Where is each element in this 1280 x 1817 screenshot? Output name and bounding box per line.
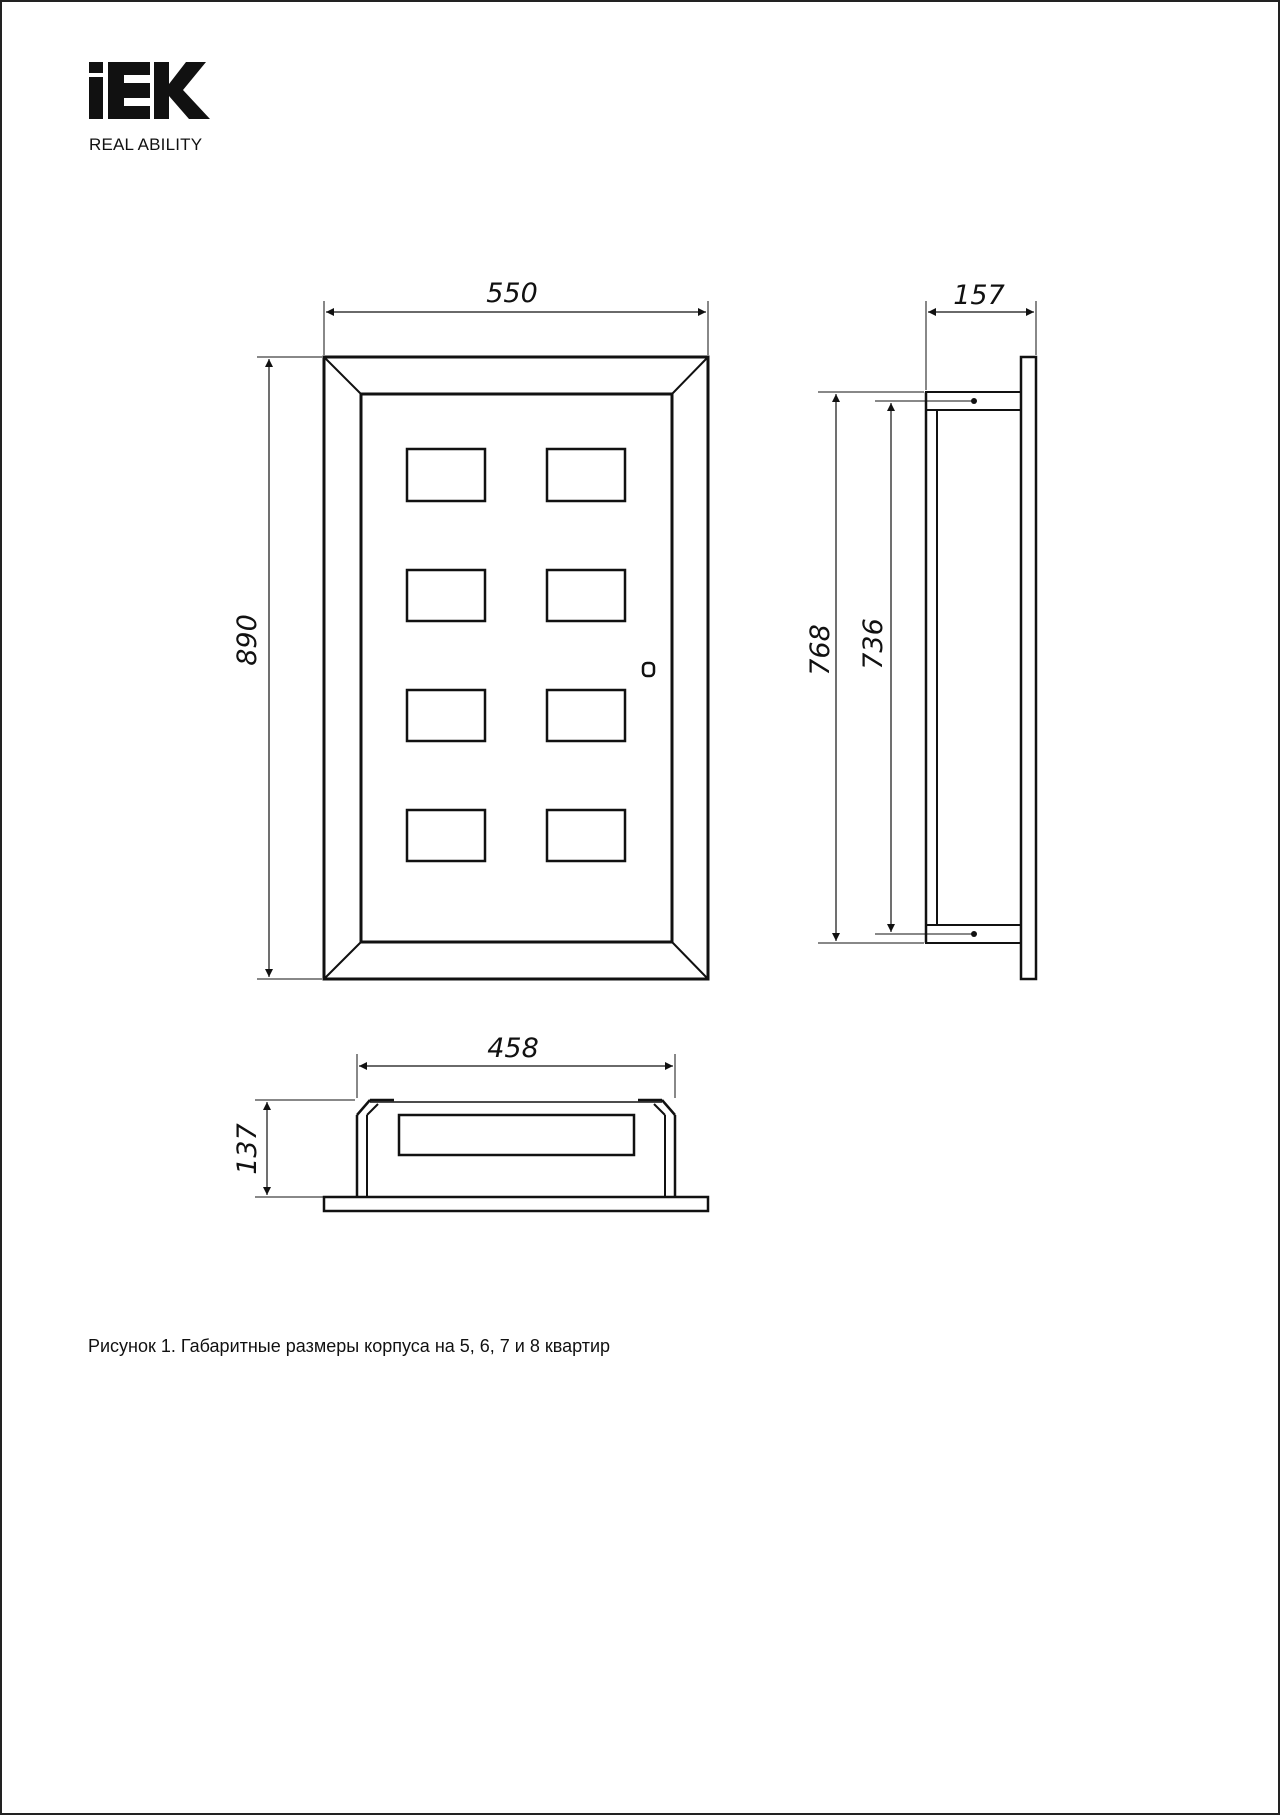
dim-label-458: 458 [487,1033,539,1064]
dimension-side-depth [926,301,1036,390]
brand-tagline: REAL ABILITY [89,135,203,154]
dim-label-768: 768 [805,624,836,676]
front-view [324,357,708,979]
dim-label-550: 550 [486,278,538,309]
bottom-view [324,1100,708,1211]
bottom-flange [324,1197,708,1211]
door-lock [643,663,654,676]
dimension-side-inner-height [875,401,972,934]
dimension-front-width [324,301,708,355]
meter-window [407,690,485,741]
side-flange [1021,357,1036,979]
figure-caption: Рисунок 1. Габаритные размеры корпуса на 5, 6, 7 и 8 квартир [88,1336,611,1356]
technical-drawing [2,2,1280,1817]
front-outer-frame [324,357,708,979]
meter-window [407,810,485,861]
bottom-window [399,1115,634,1155]
meter-window [547,690,625,741]
dim-label-736: 736 [858,618,889,670]
dim-label-137: 137 [232,1123,263,1175]
side-view [926,357,1036,979]
meter-window [547,449,625,501]
meter-window [547,810,625,861]
dimension-bottom-height [255,1100,355,1197]
dimension-front-height [257,357,322,979]
meter-window [407,449,485,501]
meter-window [407,570,485,621]
dim-label-157: 157 [953,280,1005,311]
meter-window [547,570,625,621]
dim-label-890: 890 [232,614,263,666]
